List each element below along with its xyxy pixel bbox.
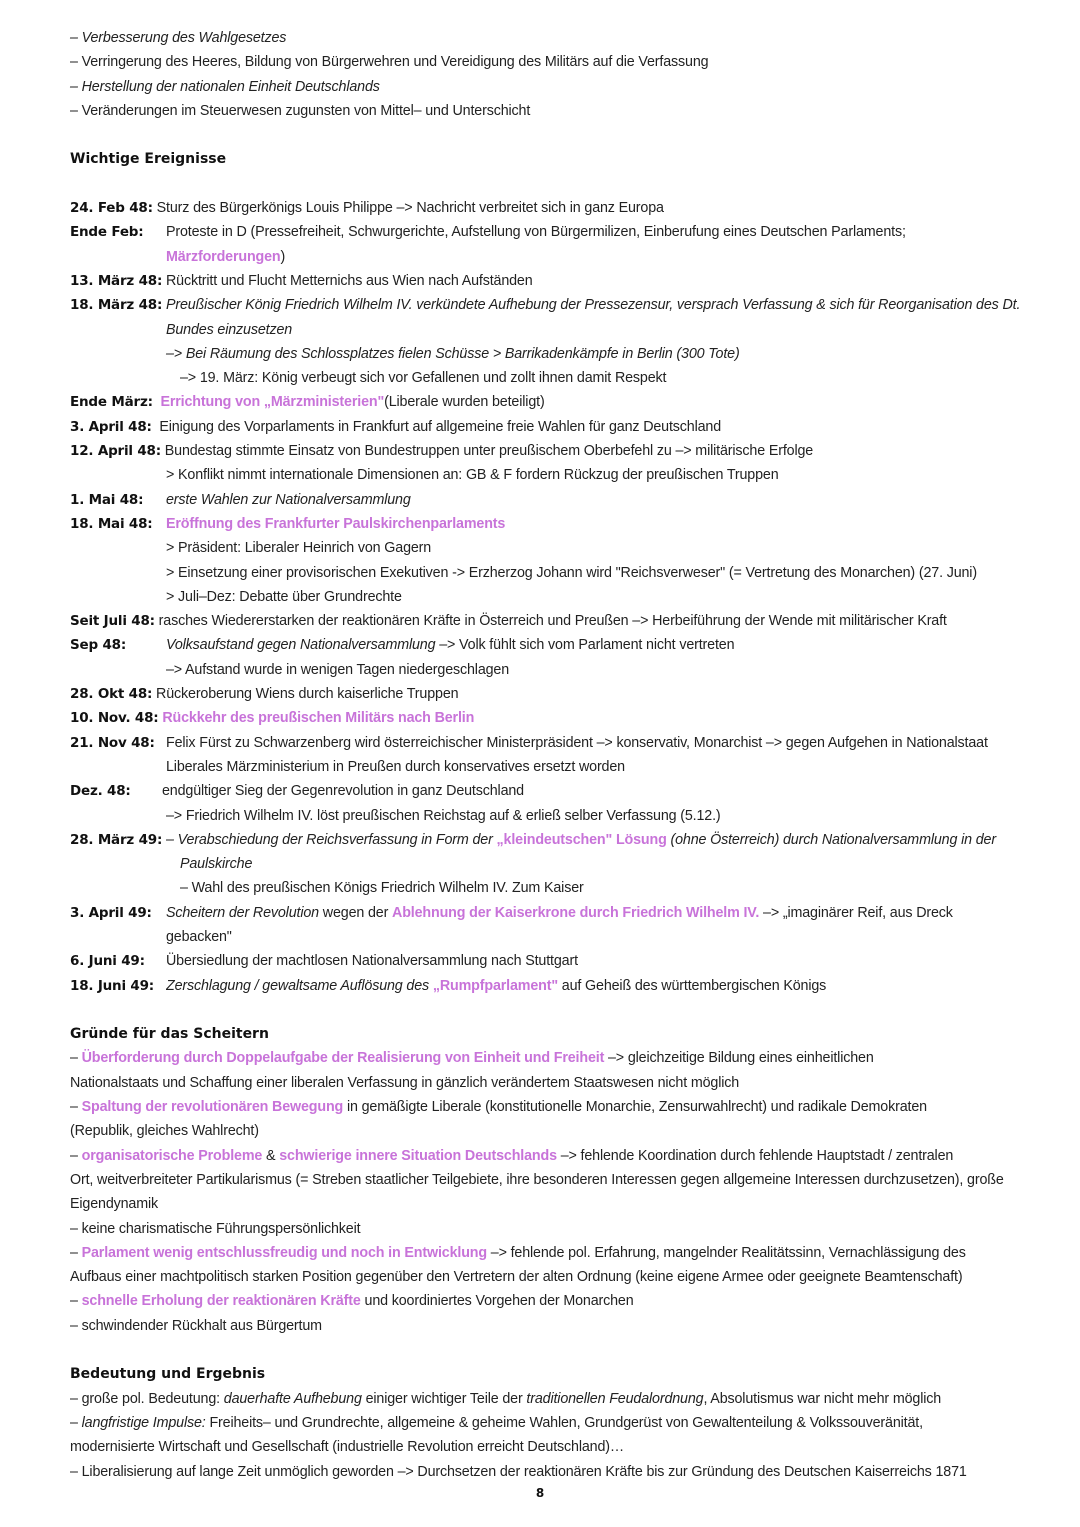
list-item-continuation: Eigendynamik	[70, 1196, 159, 1213]
highlight-term: organisatorische Probleme	[81, 1147, 263, 1164]
list-item: – organisatorische Probleme & schwierige innere Situation Deutschlands –> fehlende Koordination durch fehlende Hauptstadt / zentralen	[70, 1147, 954, 1164]
event-item: 3. April 49: Scheitern der Revolution wegen der Ablehnung der Kaiserkrone durch Friedrich Wilhelm IV. –> „imaginärer Reif, aus Dreck	[70, 901, 1030, 925]
list-item: – Herstellung der nationalen Einheit Deutschlands	[70, 78, 380, 95]
event-item: 3. April 48: Einigung des Vorparlaments in Frankfurt auf allgemeine freie Wahlen für ganz Deutschland	[70, 415, 1030, 439]
event-continuation: Bundes einzusetzen	[166, 321, 293, 338]
highlight-term: Spaltung der revolutionären Bewegung	[81, 1099, 344, 1116]
event-sub: –> 19. März: König verbeugt sich vor Gefallenen und zollt ihnen damit Respekt	[180, 370, 667, 387]
event-date: 13. März 48:	[70, 272, 163, 289]
highlight-term: Rückkehr des preußischen Militärs nach Berlin	[162, 710, 475, 727]
list-item: – Veränderungen im Steuerwesen zugunsten von Mittel– und Unterschicht	[70, 102, 531, 119]
list-item: – Verbesserung des Wahlgesetzes	[70, 30, 287, 46]
highlight-term: schwierige innere Situation Deutschlands	[279, 1147, 557, 1164]
meaning-heading: Bedeutung und Ergebnis	[70, 1366, 266, 1383]
event-date: 10. Nov. 48:	[70, 710, 159, 727]
event-item: 24. Feb 48: Sturz des Bürgerkönigs Louis Philippe –> Nachricht verbreitet sich in ganz Europa	[70, 196, 1030, 220]
list-item: – schnelle Erholung der reaktionären Kräfte und koordiniertes Vorgehen der Monarchen	[70, 1293, 634, 1310]
list-item-continuation: Ort, weitverbreiteter Partikularismus (= Streben staatlicher Teilgebiete, ihre besonderen Interessen gegen allgemeine Interessen durchzusetzen), große	[70, 1171, 1004, 1188]
event-date: 24. Feb 48:	[70, 200, 153, 217]
intro-list	[70, 26, 1030, 123]
event-sub: –> Friedrich Wilhelm IV. löst preußischen Reichstag auf & erließ selber Verfassung (5.12.)	[166, 807, 721, 824]
event-sub: > Konflikt nimmt internationale Dimensionen an: GB & F fordern Rückzug der preußischen Truppen	[166, 467, 779, 484]
event-continuation: Paulskirche	[180, 856, 253, 873]
event-item: Ende Feb: Proteste in D (Pressefreiheit, Schwurgerichte, Aufstellung von Bürgermilizen, Einberufung eines Deutschen Parlaments;	[70, 220, 1030, 244]
event-item: Sep 48: Volksaufstand gegen Nationalversammlung –> Volk fühlt sich vom Parlament nicht vertreten	[70, 633, 1030, 657]
event-continuation: gebacken"	[166, 928, 232, 945]
event-item: 18. März 48: Preußischer König Friedrich Wilhelm IV. verkündete Aufhebung der Pressezensur, versprach Verfassung & sich für Reorganisation des Dt.	[70, 293, 1030, 317]
event-item: 18. Juni 49: Zerschlagung / gewaltsame Auflösung des „Rumpfparlament" auf Geheiß des württembergischen Königs	[70, 974, 1030, 998]
highlight-term: Errichtung von „Märzministerien"	[160, 394, 385, 411]
highlight-term: Parlament wenig entschlussfreudig und noch in Entwicklung	[81, 1244, 487, 1261]
event-item: Dez. 48: endgültiger Sieg der Gegenrevolution in ganz Deutschland	[70, 779, 1030, 803]
list-item: – Verringerung des Heeres, Bildung von Bürgerwehren und Vereidigung des Militärs auf die Verfassung	[70, 54, 709, 71]
event-date: 18. Juni 49:	[70, 977, 154, 994]
event-date: 28. Okt 48:	[70, 686, 153, 703]
list-item-continuation: modernisierte Wirtschaft und Gesellschaft (industrielle Revolution erreicht Deutschland)…	[70, 1439, 625, 1456]
event-date: 3. April 49:	[70, 904, 152, 921]
highlight-term: „kleindeutschen" Lösung	[496, 831, 667, 848]
highlight-term: Überforderung durch Doppelaufgabe der Realisierung von Einheit und Freiheit	[81, 1050, 605, 1067]
event-item: 13. März 48: Rücktritt und Flucht Metternichs aus Wien nach Aufständen	[70, 269, 1030, 293]
event-item	[70, 512, 1030, 536]
list-item: – Liberalisierung auf lange Zeit unmöglich geworden –> Durchsetzen der reaktionären Kräfte bis zur Gründung des Deutschen Kaiserreichs 1871	[70, 1463, 967, 1480]
highlight-term: Ablehnung der Kaiserkrone durch Friedrich Wilhelm IV.	[392, 904, 760, 921]
event-continuation: Märzforderungen)	[166, 248, 286, 265]
event-date: 21. Nov 48:	[70, 734, 155, 751]
list-item: – langfristige Impulse: Freiheits– und Grundrechte, allgemeine & geheime Wahlen, Grundgerüst von Gewaltenteilung & Volkssouveränität,	[70, 1414, 923, 1431]
list-item-continuation: Nationalstaats und Schaffung einer liberalen Verfassung in gänzlich verändertem Staatswesen nicht möglich	[70, 1074, 740, 1091]
event-date: Sep 48:	[70, 637, 127, 654]
event-item: 28. März 49: – Verabschiedung der Reichsverfassung in Form der „kleindeutschen" Lösung (ohne Österreich) durch Nationalversammlung in der	[70, 828, 1030, 852]
events-list	[70, 196, 1030, 998]
highlight-term: „Rumpfparlament"	[432, 977, 558, 994]
event-item: 6. Juni 49: Übersiedlung der machtlosen Nationalversammlung nach Stuttgart	[70, 949, 1030, 973]
event-sub: –> Aufstand wurde in wenigen Tagen niedergeschlagen	[166, 661, 510, 678]
highlight-term: schnelle Erholung der reaktionären Kräfte	[81, 1293, 361, 1310]
list-item-continuation: Aufbaus einer machtpolitisch starken Position gegenüber den Vertretern der alten Ordnung (keine eigene Armee oder geeignete Beamtenschaft)	[70, 1269, 963, 1286]
reasons-list	[70, 1046, 1030, 1338]
event-date: 18. März 48:	[70, 297, 163, 314]
event-sub: > Juli–Dez: Debatte über Grundrechte	[166, 588, 402, 605]
event-date: 28. März 49:	[70, 831, 163, 848]
event-date: 18. Mai 48:	[70, 515, 153, 532]
reasons-heading: Gründe für das Scheitern	[70, 1026, 269, 1043]
event-item: 21. Nov 48: Felix Fürst zu Schwarzenberg wird österreichischer Ministerpräsident –> konservativ, Monarchist –> gegen Aufgehen in Nationalstaat	[70, 731, 1030, 755]
meaning-list	[70, 1387, 1030, 1484]
event-sub: –> Bei Räumung des Schlossplatzes fielen Schüsse > Barrikadenkämpfe in Berlin (300 Tote)	[166, 345, 740, 362]
document-page	[70, 26, 1030, 1484]
event-sub: – Wahl des preußischen Königs Friedrich Wilhelm IV. Zum Kaiser	[180, 880, 584, 897]
event-date: 12. April 48:	[70, 443, 161, 460]
list-item: – Spaltung der revolutionären Bewegung in gemäßigte Liberale (konstitutionelle Monarchie, Zensurwahlrecht) und radikale Demokraten	[70, 1099, 927, 1116]
highlight-term: Eröffnung des Frankfurter Paulskirchenparlaments	[166, 515, 506, 532]
list-item: – schwindender Rückhalt aus Bürgertum	[70, 1317, 322, 1334]
list-item: – Überforderung durch Doppelaufgabe der Realisierung von Einheit und Freiheit –> gleichzeitige Bildung eines einheitlichen	[70, 1050, 874, 1067]
event-date: 3. April 48:	[70, 418, 152, 435]
event-date: Seit Juli 48:	[70, 613, 155, 630]
event-item: 12. April 48: Bundestag stimmte Einsatz von Bundestruppen unter preußischem Oberbefehl zu –> militärische Erfolge	[70, 439, 1030, 463]
event-item: 1. Mai 48: erste Wahlen zur Nationalversammlung	[70, 488, 1030, 512]
event-date: 6. Juni 49:	[70, 953, 145, 970]
event-sub: > Präsident: Liberaler Heinrich von Gagern	[166, 540, 432, 557]
list-item-continuation: (Republik, gleiches Wahlrecht)	[70, 1123, 259, 1140]
event-item: Ende März: Errichtung von „Märzministerien" (Liberale wurden beteiligt)	[70, 390, 1030, 414]
event-date: Dez. 48:	[70, 783, 131, 800]
list-item: – große pol. Bedeutung: dauerhafte Aufhebung einiger wichtiger Teile der traditionellen Feudalordnung, Absolutismus war nicht mehr möglich	[70, 1390, 942, 1407]
highlight-term: Märzforderungen	[166, 248, 281, 265]
event-item	[70, 706, 1030, 730]
event-continuation: Liberales Märzministerium in Preußen durch konservatives ersetzt worden	[166, 758, 625, 775]
event-date: Ende März:	[70, 394, 153, 411]
list-item: – keine charismatische Führungspersönlichkeit	[70, 1220, 361, 1237]
page-number: 8	[535, 1486, 545, 1500]
event-sub: > Einsetzung einer provisorischen Exekutiven -> Erzherzog Johann wird "Reichsverweser" (= Vertretung des Monarchen) (27. Juni)	[166, 564, 977, 581]
events-heading: Wichtige Ereignisse	[70, 151, 227, 168]
event-date: 1. Mai 48:	[70, 491, 144, 508]
list-item: – Parlament wenig entschlussfreudig und noch in Entwicklung –> fehlende pol. Erfahrung, mangelnder Realitätssinn, Vernachlässigung des	[70, 1244, 966, 1261]
event-item: 28. Okt 48: Rückeroberung Wiens durch kaiserliche Truppen	[70, 682, 1030, 706]
event-date: Ende Feb:	[70, 224, 144, 241]
event-item: Seit Juli 48: rasches Wiedererstarken der reaktionären Kräfte in Österreich und Preußen –> Herbeiführung der Wende mit militärischer Kraft	[70, 609, 1030, 633]
